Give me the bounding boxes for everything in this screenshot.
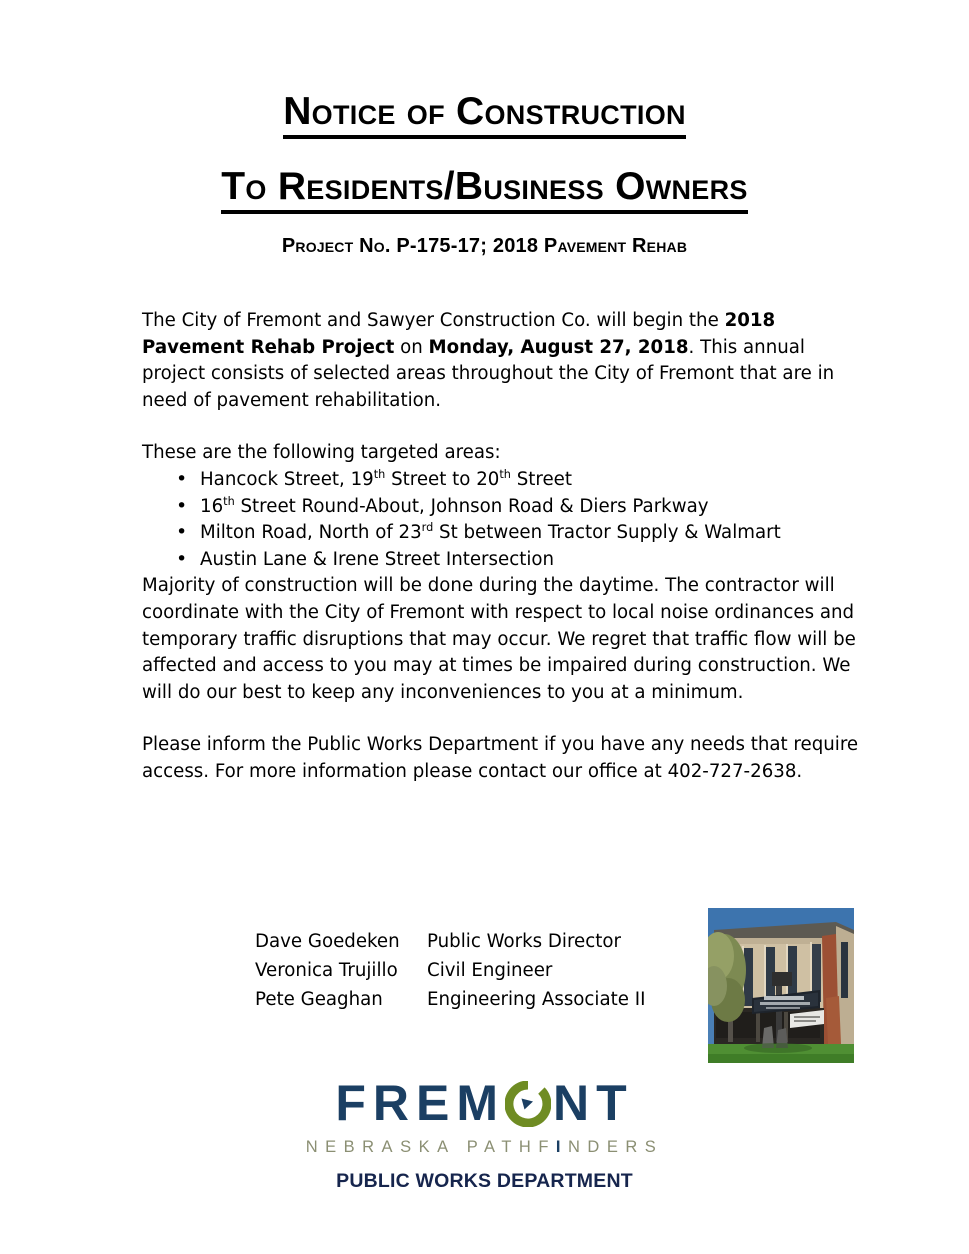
intro-text-tail: . This annual project consists of selected areas throughout the City of Fremont that are in need of pavement rehabilitation. (142, 336, 835, 411)
intro-project-name: 2018 Pavement Rehab Project (142, 310, 776, 358)
list-item-text-part-1: Milton Road, North of 23 (200, 522, 422, 544)
tagline-text-part-1: NEBRASKA PATHF (305, 1138, 556, 1156)
department-footer: PUBLIC WORKS DEPARTMENT (336, 1170, 633, 1192)
signature-row (255, 928, 645, 957)
fremont-wordmark (335, 1075, 634, 1131)
paragraph-intro (142, 308, 860, 414)
list-item (142, 494, 860, 521)
signature-block (255, 928, 645, 1014)
list-item-text-part-1: 16 (200, 495, 224, 517)
fremont-logo (0, 1075, 969, 1157)
title-line-to-residents-business-owners (0, 164, 969, 214)
wordmark-text-part-2: NT (553, 1075, 634, 1131)
intro-text-lead: The City of Fremont and Sawyer Construction Co. will begin the (142, 310, 725, 331)
paragraph-contact-info: Please inform the Public Works Department if you have any needs that require access. For more information please contact our office at 402-727-2638. (142, 734, 859, 782)
list-item-text-part-2: Street Round-About, Johnson Road & Diers Parkway (234, 495, 709, 517)
list-item (142, 520, 860, 547)
signature-role: Public Works Director (427, 931, 621, 952)
targeted-areas-intro: These are the following targeted areas: (142, 442, 501, 464)
list-item-text-part-1: Austin Lane & Irene Street Intersection (200, 548, 555, 570)
targeted-areas-list (142, 467, 860, 573)
intro-start-date: Monday, August 27, 2018 (428, 336, 689, 358)
tagline-text-part-2: NDERS (568, 1138, 664, 1156)
list-item-text-part-2: Street to 20 (385, 468, 500, 490)
document-title-block (0, 92, 969, 214)
list-item-text-part-3: Street (510, 468, 572, 490)
logo-tagline (0, 1138, 969, 1157)
signature-role: Civil Engineer (427, 959, 553, 981)
list-item (142, 467, 860, 494)
project-subtitle: Project No. P-175-17; 2018 Pavement Rehab (281, 235, 688, 257)
signature-row (255, 986, 645, 1015)
signature-name: Pete Geaghan (255, 988, 383, 1010)
wordmark-text-part-1: FREM (335, 1075, 505, 1131)
signature-row (255, 957, 645, 986)
list-item-superscript-1: th (373, 467, 386, 481)
list-item-superscript-1: th (223, 494, 235, 508)
list-item-superscript-1: rd (421, 521, 434, 535)
list-item-text-part-2: St between Tractor Supply & Walmart (433, 522, 781, 544)
list-item-superscript-2: th (499, 467, 511, 481)
pathfinder-ring-icon (505, 1081, 551, 1127)
signature-name: Dave Goedeken (255, 931, 400, 952)
paragraph-construction-details: Majority of construction will be done during the daytime. The contractor will coordinate with the City of Fremont with respect to local noise ordinances and temporary traffic disruptions that may occur. We regret that traffic flow will be affected and access to you may at times be impaired during construction. We will do our best to keep any inconveniences to you at a minimum. (142, 575, 856, 703)
tagline-accent-letter: I (555, 1138, 568, 1156)
title-line-2-text: To Residents/Business Owners (221, 167, 747, 214)
signature-name: Veronica Trujillo (255, 959, 398, 981)
title-line-1-text: Notice of Construction (283, 92, 686, 139)
list-item (142, 547, 860, 574)
intro-text-on: on (394, 336, 429, 358)
title-line-notice-of-construction (0, 92, 969, 139)
list-item-text-part-1: Hancock Street, 19 (200, 468, 374, 490)
signature-role: Engineering Associate II (427, 988, 646, 1010)
document-body (142, 308, 860, 786)
municipal-building-photo (708, 908, 854, 1063)
